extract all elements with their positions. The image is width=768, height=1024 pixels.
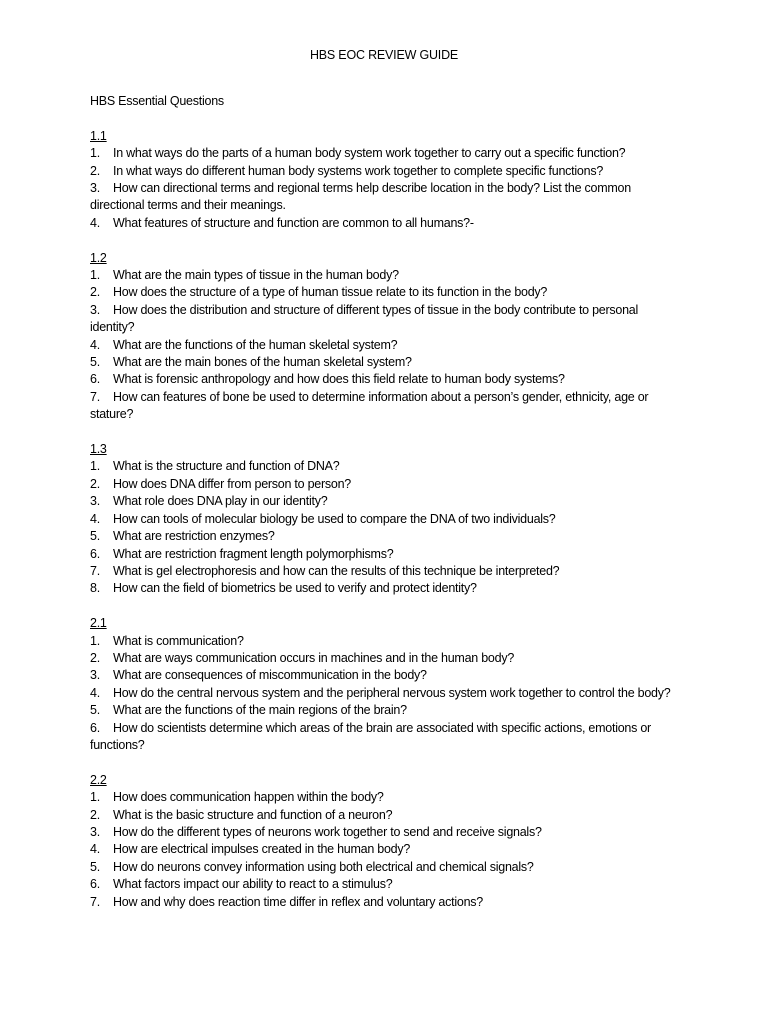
question-item xyxy=(90,702,682,719)
section-1-3 xyxy=(90,441,682,598)
question-number: 3. xyxy=(90,302,100,317)
question-number: 5. xyxy=(90,355,100,370)
question-number: 8. xyxy=(90,581,100,596)
question-item xyxy=(90,685,682,702)
section-2-2 xyxy=(90,772,682,911)
question-number: 7. xyxy=(90,389,100,404)
question-item xyxy=(90,824,682,841)
question-text: In what ways do different human body systems work together to complete specific functions? xyxy=(113,163,604,178)
question-item xyxy=(90,789,682,806)
question-text: What features of structure and function are common to all humans?- xyxy=(113,215,474,230)
question-number: 2. xyxy=(90,807,100,822)
question-text: What are the main types of tissue in the human body? xyxy=(113,268,399,283)
question-item xyxy=(90,493,682,510)
question-number: 3. xyxy=(90,494,100,509)
question-item xyxy=(90,337,682,354)
question-text: What are restriction fragment length polymorphisms? xyxy=(113,546,394,561)
question-item xyxy=(90,163,682,180)
question-text: How can tools of molecular biology be used to compare the DNA of two individuals? xyxy=(113,511,556,526)
question-text: What are consequences of miscommunication in the body? xyxy=(113,668,427,683)
question-text: How does DNA differ from person to person? xyxy=(113,476,352,491)
document-subtitle: HBS Essential Questions xyxy=(90,94,224,108)
question-item xyxy=(90,180,682,215)
question-number: 5. xyxy=(90,703,100,718)
section-heading: 2.2 xyxy=(90,772,107,787)
question-text: How do the central nervous system and the peripheral nervous system work together to control the body? xyxy=(113,685,671,700)
question-text: How can features of bone be used to determine information about a person’s gender, ethnicity, age or stature? xyxy=(90,389,649,422)
question-text: What are the functions of the main regions of the brain? xyxy=(113,703,407,718)
section-1-1 xyxy=(90,128,682,232)
question-text: In what ways do the parts of a human body system work together to carry out a specific function? xyxy=(113,146,626,161)
question-text: How and why does reaction time differ in reflex and voluntary actions? xyxy=(113,894,483,909)
question-number: 2. xyxy=(90,650,100,665)
question-number: 1. xyxy=(90,146,100,161)
question-number: 2. xyxy=(90,476,100,491)
question-text: What is gel electrophoresis and how can the results of this technique be interpreted? xyxy=(113,563,560,578)
question-item xyxy=(90,354,682,371)
question-text: What factors impact our ability to react to a stimulus? xyxy=(113,877,393,892)
question-item xyxy=(90,371,682,388)
question-text: How do scientists determine which areas of the brain are associated with specific actions, emotions or functions? xyxy=(90,720,651,752)
section-heading: 1.1 xyxy=(90,128,107,143)
question-number: 3. xyxy=(90,668,100,683)
question-number: 7. xyxy=(90,894,100,909)
question-item xyxy=(90,267,682,284)
question-item xyxy=(90,458,682,475)
question-text: What is the basic structure and function of a neuron? xyxy=(113,807,393,822)
question-number: 4. xyxy=(90,842,100,857)
question-text: What is communication? xyxy=(113,633,244,648)
question-number: 5. xyxy=(90,859,100,874)
question-item xyxy=(90,720,682,755)
question-text: How can the field of biometrics be used to verify and protect identity? xyxy=(113,581,477,596)
question-text: What role does DNA play in our identity? xyxy=(113,494,328,509)
question-item xyxy=(90,145,682,162)
question-item xyxy=(90,215,682,232)
document-title: HBS EOC REVIEW GUIDE xyxy=(309,48,459,62)
question-number: 1. xyxy=(90,268,100,283)
question-number: 6. xyxy=(90,877,100,892)
question-item xyxy=(90,876,682,893)
question-text: What are the functions of the human skeletal system? xyxy=(113,337,398,352)
question-text: How are electrical impulses created in the human body? xyxy=(113,842,411,857)
question-number: 2. xyxy=(90,285,100,300)
question-item xyxy=(90,580,682,597)
question-text: What are ways communication occurs in machines and in the human body? xyxy=(113,650,515,665)
question-item xyxy=(90,389,682,424)
question-number: 4. xyxy=(90,511,100,526)
question-item xyxy=(90,528,682,545)
document-body xyxy=(90,93,682,928)
question-text: How does communication happen within the body? xyxy=(113,790,384,805)
section-heading: 2.1 xyxy=(90,616,107,631)
question-item xyxy=(90,511,682,528)
question-text: How can directional terms and regional terms help describe location in the body? List the common directional terms and their meanings. xyxy=(90,181,631,213)
question-text: How does the distribution and structure of different types of tissue in the body contribute to personal identity? xyxy=(90,302,639,335)
question-number: 6. xyxy=(90,720,100,735)
question-number: 7. xyxy=(90,563,100,578)
question-text: How do neurons convey information using both electrical and chemical signals? xyxy=(113,859,534,874)
question-item xyxy=(90,633,682,650)
question-item xyxy=(90,894,682,911)
question-number: 6. xyxy=(90,546,100,561)
question-item xyxy=(90,302,682,337)
question-item xyxy=(90,546,682,563)
section-heading: 1.3 xyxy=(90,442,107,457)
question-number: 5. xyxy=(90,529,100,544)
question-item xyxy=(90,667,682,684)
question-number: 6. xyxy=(90,372,100,387)
section-1-2 xyxy=(90,250,682,424)
question-number: 3. xyxy=(90,824,100,839)
question-number: 1. xyxy=(90,633,100,648)
question-number: 1. xyxy=(90,459,100,474)
section-2-1 xyxy=(90,615,682,754)
question-item xyxy=(90,563,682,580)
question-number: 2. xyxy=(90,163,100,178)
section-heading: 1.2 xyxy=(90,250,107,265)
question-number: 1. xyxy=(90,790,100,805)
question-item xyxy=(90,284,682,301)
question-item xyxy=(90,841,682,858)
question-item xyxy=(90,650,682,667)
question-item xyxy=(90,807,682,824)
question-number: 4. xyxy=(90,685,100,700)
question-number: 4. xyxy=(90,215,100,230)
question-text: What is the structure and function of DNA? xyxy=(113,459,340,474)
question-number: 3. xyxy=(90,181,100,196)
question-text: How does the structure of a type of human tissue relate to its function in the body? xyxy=(113,285,548,300)
question-text: What are restriction enzymes? xyxy=(113,529,275,544)
question-item xyxy=(90,476,682,493)
question-text: What is forensic anthropology and how does this field relate to human body systems? xyxy=(113,372,565,387)
question-text: What are the main bones of the human skeletal system? xyxy=(113,355,412,370)
question-number: 4. xyxy=(90,337,100,352)
question-text: How do the different types of neurons work together to send and receive signals? xyxy=(113,824,542,839)
question-item xyxy=(90,859,682,876)
